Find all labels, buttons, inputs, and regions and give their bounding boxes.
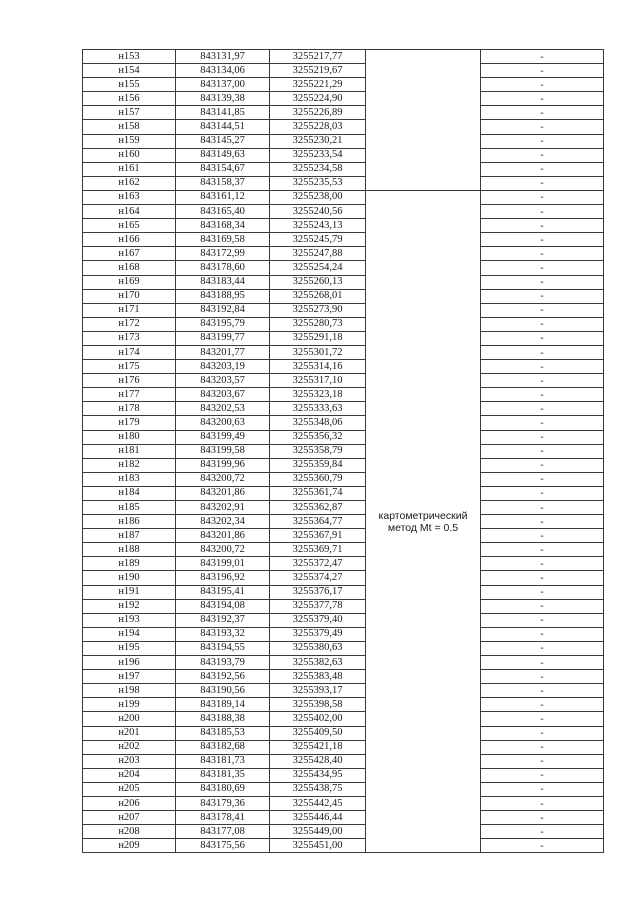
accuracy-cell: - (481, 726, 604, 740)
accuracy-cell: - (481, 134, 604, 148)
y-coordinate-cell: 3255372,47 (270, 557, 366, 571)
y-coordinate-cell: 3255228,03 (270, 120, 366, 134)
x-coordinate-cell: 843199,58 (176, 444, 270, 458)
point-number-cell: н180 (83, 430, 176, 444)
point-number-cell: н177 (83, 388, 176, 402)
table-row (83, 529, 604, 543)
table-row (83, 627, 604, 641)
point-number-cell: н162 (83, 176, 176, 190)
y-coordinate-cell: 3255348,06 (270, 416, 366, 430)
accuracy-cell: - (481, 684, 604, 698)
table-row (83, 233, 604, 247)
table-row (83, 825, 604, 839)
accuracy-cell: - (481, 754, 604, 768)
y-coordinate-cell: 3255376,17 (270, 585, 366, 599)
method-cell-empty (366, 50, 481, 191)
table-row (83, 839, 604, 853)
accuracy-cell: - (481, 585, 604, 599)
y-coordinate-cell: 3255268,01 (270, 289, 366, 303)
accuracy-cell: - (481, 78, 604, 92)
point-number-cell: н183 (83, 472, 176, 486)
table-row (83, 92, 604, 106)
point-number-cell: н201 (83, 726, 176, 740)
point-number-cell: н159 (83, 134, 176, 148)
table-row (83, 754, 604, 768)
y-coordinate-cell: 3255323,18 (270, 388, 366, 402)
method-name: картометрический (378, 509, 468, 522)
x-coordinate-cell: 843134,06 (176, 64, 270, 78)
y-coordinate-cell: 3255301,72 (270, 345, 366, 359)
x-coordinate-cell: 843200,72 (176, 472, 270, 486)
x-coordinate-cell: 843181,73 (176, 754, 270, 768)
accuracy-cell: - (481, 613, 604, 627)
accuracy-cell: - (481, 529, 604, 543)
coordinates-table (82, 49, 604, 853)
point-number-cell: н203 (83, 754, 176, 768)
table-row (83, 782, 604, 796)
table-row (83, 205, 604, 219)
point-number-cell: н167 (83, 247, 176, 261)
table-row (83, 599, 604, 613)
y-coordinate-cell: 3255280,73 (270, 317, 366, 331)
y-coordinate-cell: 3255224,90 (270, 92, 366, 106)
point-number-cell: н165 (83, 219, 176, 233)
y-coordinate-cell: 3255428,40 (270, 754, 366, 768)
y-coordinate-cell: 3255402,00 (270, 712, 366, 726)
table-row (83, 740, 604, 754)
table-row (83, 261, 604, 275)
y-coordinate-cell: 3255356,32 (270, 430, 366, 444)
x-coordinate-cell: 843202,91 (176, 501, 270, 515)
x-coordinate-cell: 843145,27 (176, 134, 270, 148)
x-coordinate-cell: 843203,19 (176, 360, 270, 374)
accuracy-cell: - (481, 825, 604, 839)
table-row (83, 543, 604, 557)
y-coordinate-cell: 3255374,27 (270, 571, 366, 585)
point-number-cell: н178 (83, 402, 176, 416)
table-row (83, 656, 604, 670)
point-number-cell: н187 (83, 529, 176, 543)
y-coordinate-cell: 3255446,44 (270, 811, 366, 825)
point-number-cell: н157 (83, 106, 176, 120)
accuracy-cell: - (481, 261, 604, 275)
point-number-cell: н169 (83, 275, 176, 289)
x-coordinate-cell: 843183,44 (176, 275, 270, 289)
method-accuracy: метод Mt = 0.5 (387, 521, 459, 534)
table-row (83, 458, 604, 472)
y-coordinate-cell: 3255240,56 (270, 205, 366, 219)
point-number-cell: н153 (83, 50, 176, 64)
table-row (83, 64, 604, 78)
y-coordinate-cell: 3255317,10 (270, 374, 366, 388)
x-coordinate-cell: 843193,79 (176, 656, 270, 670)
table-row (83, 106, 604, 120)
point-number-cell: н199 (83, 698, 176, 712)
accuracy-cell: - (481, 670, 604, 684)
table-row (83, 501, 604, 515)
table-row (83, 811, 604, 825)
accuracy-cell: - (481, 331, 604, 345)
point-number-cell: н158 (83, 120, 176, 134)
point-number-cell: н188 (83, 543, 176, 557)
y-coordinate-cell: 3255393,17 (270, 684, 366, 698)
table-row (83, 331, 604, 345)
x-coordinate-cell: 843137,00 (176, 78, 270, 92)
table-row (83, 275, 604, 289)
x-coordinate-cell: 843202,53 (176, 402, 270, 416)
table-row (83, 796, 604, 810)
accuracy-cell: - (481, 656, 604, 670)
point-number-cell: н160 (83, 148, 176, 162)
x-coordinate-cell: 843169,58 (176, 233, 270, 247)
point-number-cell: н176 (83, 374, 176, 388)
y-coordinate-cell: 3255380,63 (270, 641, 366, 655)
y-coordinate-cell: 3255233,54 (270, 148, 366, 162)
x-coordinate-cell: 843190,56 (176, 684, 270, 698)
y-coordinate-cell: 3255369,71 (270, 543, 366, 557)
x-coordinate-cell: 843202,34 (176, 515, 270, 529)
point-number-cell: н164 (83, 205, 176, 219)
y-coordinate-cell: 3255226,89 (270, 106, 366, 120)
accuracy-cell: - (481, 205, 604, 219)
y-coordinate-cell: 3255367,91 (270, 529, 366, 543)
point-number-cell: н163 (83, 190, 176, 204)
x-coordinate-cell: 843192,37 (176, 613, 270, 627)
accuracy-cell: - (481, 120, 604, 134)
accuracy-cell: - (481, 289, 604, 303)
table-row (83, 613, 604, 627)
coordinates-table-body (83, 50, 604, 853)
accuracy-cell: - (481, 627, 604, 641)
point-number-cell: н194 (83, 627, 176, 641)
table-row (83, 641, 604, 655)
accuracy-cell: - (481, 515, 604, 529)
table-row (83, 472, 604, 486)
y-coordinate-cell: 3255364,77 (270, 515, 366, 529)
y-coordinate-cell: 3255260,13 (270, 275, 366, 289)
x-coordinate-cell: 843194,08 (176, 599, 270, 613)
accuracy-cell: - (481, 162, 604, 176)
y-coordinate-cell: 3255273,90 (270, 303, 366, 317)
table-row (83, 444, 604, 458)
x-coordinate-cell: 843131,97 (176, 50, 270, 64)
x-coordinate-cell: 843200,63 (176, 416, 270, 430)
y-coordinate-cell: 3255383,48 (270, 670, 366, 684)
x-coordinate-cell: 843144,51 (176, 120, 270, 134)
y-coordinate-cell: 3255247,88 (270, 247, 366, 261)
x-coordinate-cell: 843149,63 (176, 148, 270, 162)
point-number-cell: н198 (83, 684, 176, 698)
x-coordinate-cell: 843154,67 (176, 162, 270, 176)
x-coordinate-cell: 843185,53 (176, 726, 270, 740)
accuracy-cell: - (481, 472, 604, 486)
y-coordinate-cell: 3255238,00 (270, 190, 366, 204)
y-coordinate-cell: 3255358,79 (270, 444, 366, 458)
accuracy-cell: - (481, 106, 604, 120)
y-coordinate-cell: 3255377,78 (270, 599, 366, 613)
table-row (83, 289, 604, 303)
x-coordinate-cell: 843181,35 (176, 768, 270, 782)
point-number-cell: н205 (83, 782, 176, 796)
accuracy-cell: - (481, 345, 604, 359)
table-row (83, 219, 604, 233)
y-coordinate-cell: 3255382,63 (270, 656, 366, 670)
y-coordinate-cell: 3255451,00 (270, 839, 366, 853)
y-coordinate-cell: 3255291,18 (270, 331, 366, 345)
table-row (83, 345, 604, 359)
table-row (83, 402, 604, 416)
accuracy-cell: - (481, 796, 604, 810)
table-row (83, 726, 604, 740)
table-row (83, 571, 604, 585)
accuracy-cell: - (481, 486, 604, 500)
x-coordinate-cell: 843177,08 (176, 825, 270, 839)
y-coordinate-cell: 3255245,79 (270, 233, 366, 247)
point-number-cell: н191 (83, 585, 176, 599)
table-row (83, 585, 604, 599)
point-number-cell: н189 (83, 557, 176, 571)
accuracy-cell: - (481, 219, 604, 233)
x-coordinate-cell: 843188,38 (176, 712, 270, 726)
point-number-cell: н206 (83, 796, 176, 810)
accuracy-cell: - (481, 768, 604, 782)
x-coordinate-cell: 843201,77 (176, 345, 270, 359)
x-coordinate-cell: 843192,84 (176, 303, 270, 317)
point-number-cell: н185 (83, 501, 176, 515)
table-row (83, 134, 604, 148)
point-number-cell: н209 (83, 839, 176, 853)
x-coordinate-cell: 843182,68 (176, 740, 270, 754)
point-number-cell: н181 (83, 444, 176, 458)
y-coordinate-cell: 3255360,79 (270, 472, 366, 486)
point-number-cell: н173 (83, 331, 176, 345)
x-coordinate-cell: 843172,99 (176, 247, 270, 261)
accuracy-cell: - (481, 444, 604, 458)
x-coordinate-cell: 843200,72 (176, 543, 270, 557)
x-coordinate-cell: 843161,12 (176, 190, 270, 204)
y-coordinate-cell: 3255234,58 (270, 162, 366, 176)
accuracy-cell: - (481, 148, 604, 162)
table-row (83, 430, 604, 444)
y-coordinate-cell: 3255379,40 (270, 613, 366, 627)
x-coordinate-cell: 843203,67 (176, 388, 270, 402)
table-row (83, 515, 604, 529)
method-cell (366, 190, 481, 852)
x-coordinate-cell: 843179,36 (176, 796, 270, 810)
point-number-cell: н170 (83, 289, 176, 303)
table-row (83, 374, 604, 388)
accuracy-cell: - (481, 64, 604, 78)
x-coordinate-cell: 843199,49 (176, 430, 270, 444)
accuracy-cell: - (481, 740, 604, 754)
point-number-cell: н208 (83, 825, 176, 839)
y-coordinate-cell: 3255434,95 (270, 768, 366, 782)
y-coordinate-cell: 3255314,16 (270, 360, 366, 374)
point-number-cell: н154 (83, 64, 176, 78)
accuracy-cell: - (481, 543, 604, 557)
point-number-cell: н175 (83, 360, 176, 374)
accuracy-cell: - (481, 839, 604, 853)
table-row (83, 190, 604, 204)
x-coordinate-cell: 843189,14 (176, 698, 270, 712)
y-coordinate-cell: 3255361,74 (270, 486, 366, 500)
table-row (83, 360, 604, 374)
table-row (83, 50, 604, 64)
accuracy-cell: - (481, 233, 604, 247)
table-row (83, 78, 604, 92)
accuracy-cell: - (481, 374, 604, 388)
y-coordinate-cell: 3255442,45 (270, 796, 366, 810)
x-coordinate-cell: 843141,85 (176, 106, 270, 120)
point-number-cell: н190 (83, 571, 176, 585)
x-coordinate-cell: 843195,41 (176, 585, 270, 599)
y-coordinate-cell: 3255235,53 (270, 176, 366, 190)
x-coordinate-cell: 843178,60 (176, 261, 270, 275)
y-coordinate-cell: 3255230,21 (270, 134, 366, 148)
table-row (83, 684, 604, 698)
point-number-cell: н182 (83, 458, 176, 472)
y-coordinate-cell: 3255254,24 (270, 261, 366, 275)
y-coordinate-cell: 3255421,18 (270, 740, 366, 754)
accuracy-cell: - (481, 712, 604, 726)
x-coordinate-cell: 843139,38 (176, 92, 270, 106)
point-number-cell: н196 (83, 656, 176, 670)
table-row (83, 712, 604, 726)
x-coordinate-cell: 843199,96 (176, 458, 270, 472)
point-number-cell: н174 (83, 345, 176, 359)
table-row (83, 557, 604, 571)
table-row (83, 120, 604, 134)
accuracy-cell: - (481, 557, 604, 571)
accuracy-cell: - (481, 430, 604, 444)
table-row (83, 176, 604, 190)
y-coordinate-cell: 3255221,29 (270, 78, 366, 92)
point-number-cell: н195 (83, 641, 176, 655)
accuracy-cell: - (481, 50, 604, 64)
accuracy-cell: - (481, 303, 604, 317)
table-row (83, 670, 604, 684)
x-coordinate-cell: 843203,57 (176, 374, 270, 388)
point-number-cell: н200 (83, 712, 176, 726)
y-coordinate-cell: 3255438,75 (270, 782, 366, 796)
accuracy-cell: - (481, 698, 604, 712)
table-row (83, 698, 604, 712)
point-number-cell: н171 (83, 303, 176, 317)
x-coordinate-cell: 843196,92 (176, 571, 270, 585)
x-coordinate-cell: 843158,37 (176, 176, 270, 190)
table-row (83, 416, 604, 430)
accuracy-cell: - (481, 782, 604, 796)
point-number-cell: н186 (83, 515, 176, 529)
y-coordinate-cell: 3255219,67 (270, 64, 366, 78)
accuracy-cell: - (481, 599, 604, 613)
accuracy-cell: - (481, 190, 604, 204)
point-number-cell: н166 (83, 233, 176, 247)
y-coordinate-cell: 3255362,87 (270, 501, 366, 515)
x-coordinate-cell: 843192,56 (176, 670, 270, 684)
accuracy-cell: - (481, 275, 604, 289)
x-coordinate-cell: 843199,01 (176, 557, 270, 571)
y-coordinate-cell: 3255379,49 (270, 627, 366, 641)
y-coordinate-cell: 3255409,50 (270, 726, 366, 740)
y-coordinate-cell: 3255243,13 (270, 219, 366, 233)
accuracy-cell: - (481, 501, 604, 515)
x-coordinate-cell: 843195,79 (176, 317, 270, 331)
y-coordinate-cell: 3255398,58 (270, 698, 366, 712)
x-coordinate-cell: 843201,86 (176, 529, 270, 543)
accuracy-cell: - (481, 416, 604, 430)
x-coordinate-cell: 843199,77 (176, 331, 270, 345)
point-number-cell: н184 (83, 486, 176, 500)
x-coordinate-cell: 843165,40 (176, 205, 270, 219)
table-row (83, 486, 604, 500)
table-row (83, 162, 604, 176)
point-number-cell: н161 (83, 162, 176, 176)
point-number-cell: н156 (83, 92, 176, 106)
accuracy-cell: - (481, 641, 604, 655)
point-number-cell: н193 (83, 613, 176, 627)
y-coordinate-cell: 3255217,77 (270, 50, 366, 64)
accuracy-cell: - (481, 458, 604, 472)
table-row (83, 388, 604, 402)
y-coordinate-cell: 3255449,00 (270, 825, 366, 839)
x-coordinate-cell: 843178,41 (176, 811, 270, 825)
point-number-cell: н155 (83, 78, 176, 92)
accuracy-cell: - (481, 811, 604, 825)
table-row (83, 768, 604, 782)
point-number-cell: н192 (83, 599, 176, 613)
point-number-cell: н179 (83, 416, 176, 430)
x-coordinate-cell: 843188,95 (176, 289, 270, 303)
x-coordinate-cell: 843193,32 (176, 627, 270, 641)
x-coordinate-cell: 843194,55 (176, 641, 270, 655)
accuracy-cell: - (481, 571, 604, 585)
x-coordinate-cell: 843180,69 (176, 782, 270, 796)
point-number-cell: н172 (83, 317, 176, 331)
accuracy-cell: - (481, 402, 604, 416)
accuracy-cell: - (481, 360, 604, 374)
x-coordinate-cell: 843168,34 (176, 219, 270, 233)
x-coordinate-cell: 843201,86 (176, 486, 270, 500)
table-row (83, 148, 604, 162)
table-row (83, 317, 604, 331)
accuracy-cell: - (481, 317, 604, 331)
point-number-cell: н207 (83, 811, 176, 825)
point-number-cell: н168 (83, 261, 176, 275)
accuracy-cell: - (481, 247, 604, 261)
x-coordinate-cell: 843175,56 (176, 839, 270, 853)
point-number-cell: н197 (83, 670, 176, 684)
point-number-cell: н204 (83, 768, 176, 782)
accuracy-cell: - (481, 388, 604, 402)
table-row (83, 247, 604, 261)
y-coordinate-cell: 3255333,63 (270, 402, 366, 416)
y-coordinate-cell: 3255359,84 (270, 458, 366, 472)
point-number-cell: н202 (83, 740, 176, 754)
accuracy-cell: - (481, 176, 604, 190)
accuracy-cell: - (481, 92, 604, 106)
table-row (83, 303, 604, 317)
